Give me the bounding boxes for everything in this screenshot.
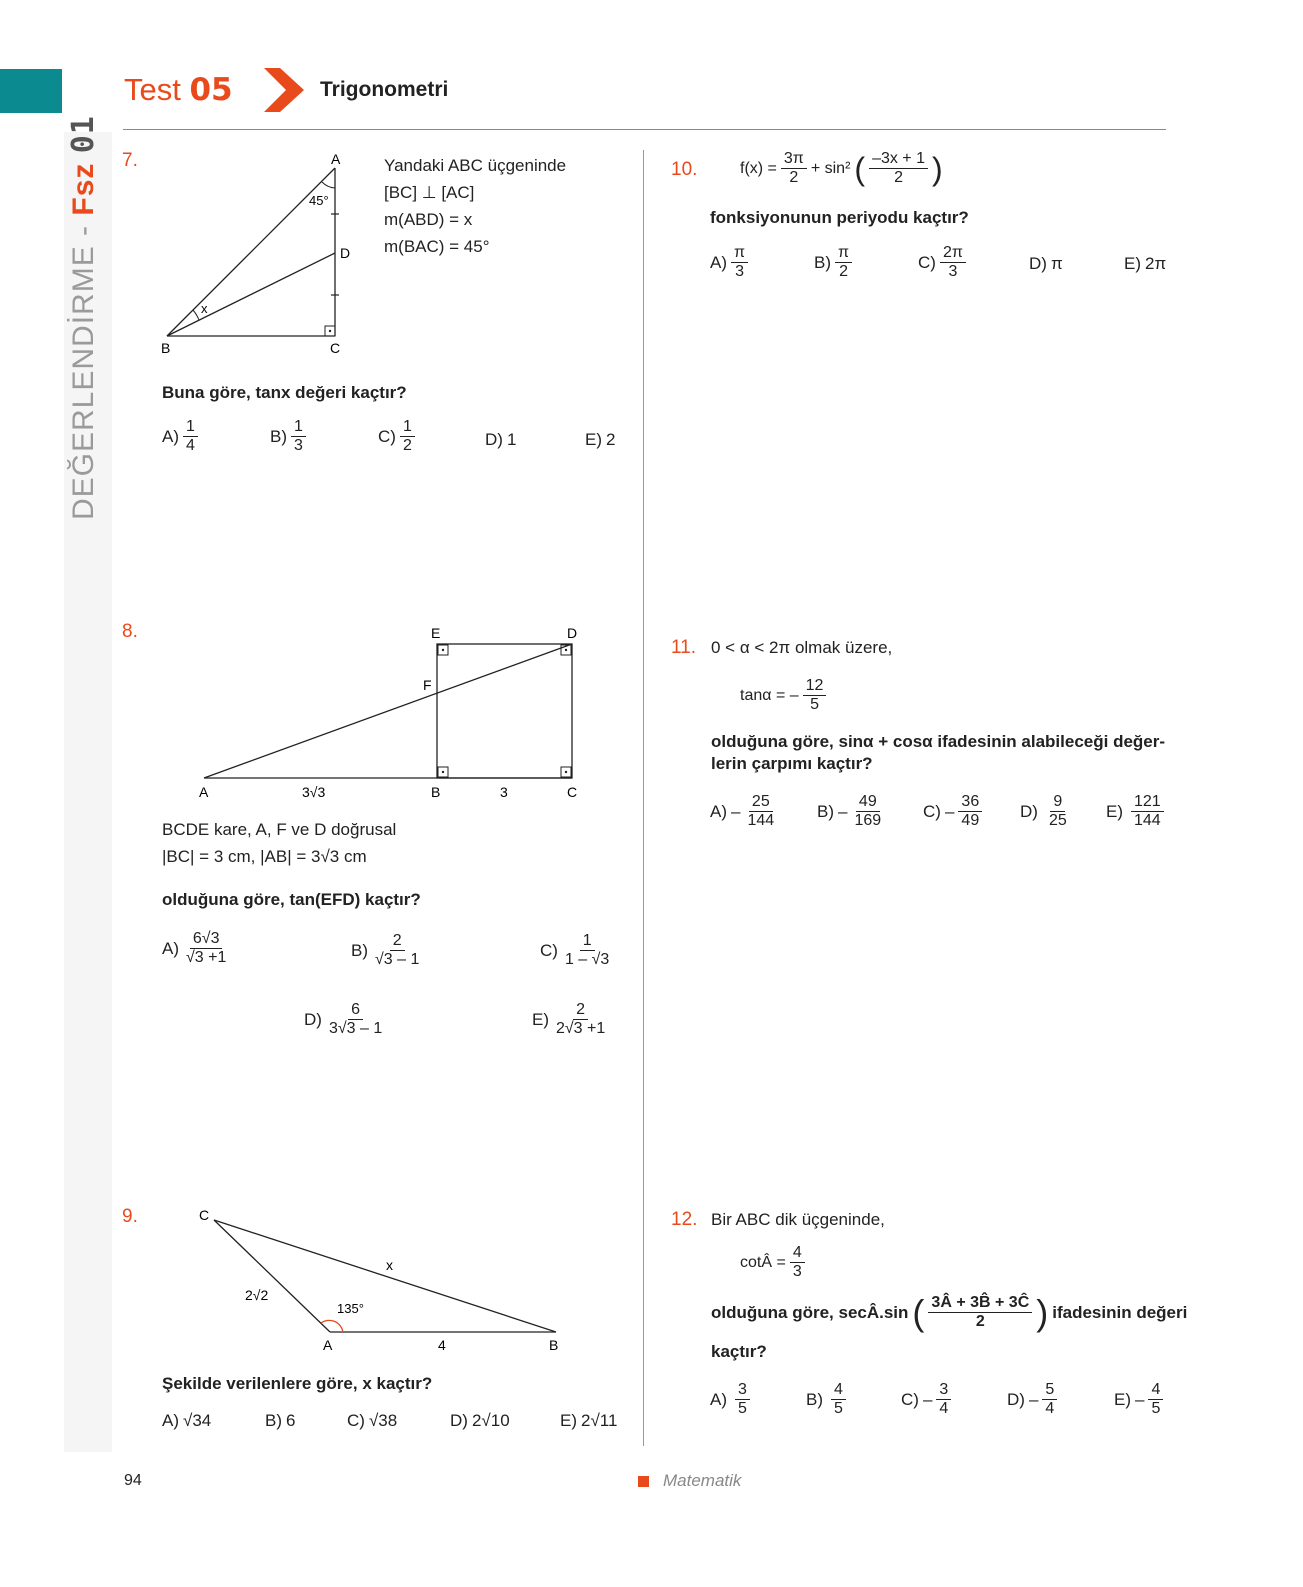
option-value: 2√11 <box>581 1411 618 1430</box>
q7-label-c: C <box>330 340 341 356</box>
q9-option-b[interactable] <box>265 1411 295 1431</box>
option-letter: B) <box>270 426 287 446</box>
option-numerator: π <box>835 244 852 263</box>
option-letter: B) <box>806 1389 823 1409</box>
option-denominator: 25 <box>1048 812 1067 830</box>
q12-question-denominator: 2 <box>975 1313 985 1331</box>
option-sign: – <box>838 801 848 821</box>
q8-option-c[interactable] <box>540 932 612 970</box>
option-numerator: 2 <box>573 1001 588 1020</box>
option-numerator: 25 <box>749 793 773 812</box>
option-value: 2 <box>606 430 616 449</box>
option-letter: D) <box>485 430 503 449</box>
q7-option-c[interactable] <box>378 418 415 456</box>
option-letter: C) <box>378 426 396 446</box>
q11-option-e[interactable] <box>1106 793 1164 831</box>
option-numerator: 121 <box>1131 793 1164 812</box>
option-sign: – <box>944 801 955 821</box>
q9-length-ac: 2√2 <box>245 1287 269 1303</box>
question-9-number: 9. <box>122 1206 138 1227</box>
option-denominator: 3 <box>735 263 744 281</box>
option-sign: – <box>731 801 741 821</box>
q10-term2-denominator: 2 <box>894 169 903 187</box>
option-denominator: 144 <box>747 812 775 830</box>
q10-option-d[interactable] <box>1029 254 1063 274</box>
option-letter: E) <box>585 430 602 449</box>
q8-label-d: D <box>567 625 578 641</box>
test-label <box>124 72 233 108</box>
q10-term2-numerator: –3x + 1 <box>869 150 928 169</box>
q9-length-ab: 4 <box>438 1337 446 1353</box>
q7-triangle-figure <box>155 148 370 360</box>
chevron-right-icon <box>264 68 304 112</box>
q8-option-d[interactable] <box>304 1001 385 1039</box>
option-letter: A) <box>710 252 727 272</box>
option-numerator: 2π <box>940 244 966 263</box>
option-denominator: 2 <box>839 263 848 281</box>
q7-option-a[interactable] <box>162 418 198 456</box>
option-numerator: 9 <box>1050 793 1065 812</box>
option-denominator: 4 <box>186 437 195 455</box>
option-numerator: 1 <box>400 418 415 437</box>
option-denominator: 1 – √3 <box>564 951 610 969</box>
q9-option-a[interactable] <box>162 1411 211 1431</box>
q12-option-b[interactable] <box>806 1381 846 1419</box>
q9-triangle-figure <box>190 1200 580 1360</box>
option-letter: E) <box>1106 801 1123 821</box>
q7-given-line: m(BAC) = 45° <box>384 237 490 256</box>
sidebar-fasikul: Fsz <box>67 162 100 216</box>
option-letter: A) <box>162 938 179 958</box>
page-number: 94 <box>124 1472 142 1489</box>
q7-given <box>384 152 566 260</box>
q8-option-e[interactable] <box>532 1001 608 1039</box>
option-letter: B) <box>265 1411 282 1430</box>
q11-equation <box>740 677 826 715</box>
q8-given-line-1: BCDE kare, A, F ve D doğrusal <box>162 820 397 839</box>
q7-label-b: B <box>161 340 171 356</box>
option-numerator: 3 <box>936 1381 951 1400</box>
option-sign: – <box>1028 1389 1039 1409</box>
q9-question: Şekilde verilenlere göre, x kaçtır? <box>162 1374 433 1393</box>
q8-length-bc: 3 <box>500 784 508 800</box>
q9-option-e[interactable] <box>560 1411 617 1431</box>
q10-function: f(x) = $\frac{3\pi}{2}$ + sin² ( $\frac{-3x + 1}{2}$ ) <box>740 150 943 187</box>
option-numerator: 36 <box>958 793 982 812</box>
option-letter: D) <box>304 1009 322 1029</box>
option-value: π <box>1050 254 1063 273</box>
q11-option-d[interactable] <box>1020 793 1070 831</box>
test-word: Test <box>124 72 181 107</box>
q12-eq-lhs: cotÂ = <box>740 1253 786 1271</box>
option-letter: E) <box>532 1009 549 1029</box>
option-letter: D) <box>1007 1389 1025 1409</box>
q10-option-e[interactable] <box>1124 254 1166 274</box>
option-denominator: 144 <box>1134 812 1161 830</box>
q8-label-b: B <box>431 784 441 800</box>
q8-length-ab: 3√3 <box>302 784 326 800</box>
q12-option-a[interactable] <box>710 1381 750 1419</box>
q12-eq-denominator: 3 <box>792 1263 802 1281</box>
option-denominator: 4 <box>939 1400 949 1418</box>
footer-subject: Matematik <box>663 1471 742 1490</box>
sidebar-number: 01 <box>66 115 101 154</box>
option-letter: C) <box>540 940 558 960</box>
q12-option-d[interactable] <box>1007 1381 1057 1419</box>
option-numerator: 1 <box>291 418 306 437</box>
option-letter: D) <box>1029 254 1047 273</box>
option-denominator: 3 <box>948 263 958 281</box>
q9-option-c[interactable] <box>347 1411 397 1431</box>
sidebar-text: DEĞERLENDİRME - <box>67 215 100 520</box>
option-denominator: 2 <box>402 437 412 455</box>
option-letter: B) <box>817 801 834 821</box>
footer-square-icon <box>638 1476 649 1487</box>
q7-given-line: Yandaki ABC üçgeninde <box>384 156 567 175</box>
option-denominator: 49 <box>961 812 980 830</box>
option-letter: C) <box>923 801 941 821</box>
q7-option-b[interactable] <box>270 418 306 456</box>
q12-intro: Bir ABC dik üçgeninde, <box>711 1210 885 1229</box>
q10-sin-squared: + sin² <box>810 159 851 177</box>
page-title: Trigonometri <box>320 78 449 101</box>
option-sign: – <box>922 1389 933 1409</box>
q7-given-line: [BC] ⊥ [AC] <box>384 183 475 202</box>
q12-option-e[interactable] <box>1114 1381 1163 1419</box>
q11-question-line-2: lerin çarpımı kaçtır? <box>711 754 873 773</box>
q8-label-c: C <box>567 784 578 800</box>
q12-eq-numerator: 4 <box>790 1244 805 1263</box>
q10-func-lhs: f(x) = <box>740 159 777 177</box>
option-numerator: π <box>731 244 748 263</box>
option-numerator: 5 <box>1042 1381 1057 1400</box>
q8-option-a[interactable] <box>162 930 229 968</box>
q11-option-c[interactable] <box>923 793 982 831</box>
q10-term1-denominator: 2 <box>789 169 799 187</box>
option-letter: D) <box>450 1411 468 1430</box>
option-denominator: √3 – 1 <box>375 951 420 969</box>
q12-equation <box>740 1244 805 1282</box>
option-letter: E) <box>1124 254 1141 273</box>
option-numerator: 3 <box>735 1381 750 1400</box>
option-letter: E) <box>560 1411 577 1430</box>
option-numerator: 4 <box>1148 1381 1163 1400</box>
option-numerator: 1 <box>580 932 595 951</box>
option-value: 2π <box>1145 254 1167 273</box>
q9-angle-135: 135° <box>337 1301 364 1316</box>
option-value: 2√10 <box>471 1411 510 1430</box>
q12-question-line-2: kaçtır? <box>711 1342 767 1361</box>
q9-label-b: B <box>549 1337 559 1353</box>
q7-angle-x: x <box>201 301 208 316</box>
option-numerator: 49 <box>856 793 880 812</box>
option-denominator: 3 <box>294 437 303 455</box>
option-denominator: 2√3 +1 <box>556 1020 606 1038</box>
q8-question: olduğuna göre, tan(EFD) kaçtır? <box>162 890 421 909</box>
q8-square-figure <box>190 622 590 804</box>
q9-length-x: x <box>386 1257 393 1273</box>
option-numerator: 6√3 <box>190 930 223 949</box>
q12-question-line-1: olduğuna göre, secÂ.sin ( $\frac{3Â + 3B̂ + 3Ĉ}{2}$ ) ifadesinin değeri <box>711 1291 1188 1333</box>
option-value: √38 <box>368 1411 398 1430</box>
option-denominator: 3√3 – 1 <box>328 1020 383 1038</box>
q10-term1-numerator: 3π <box>781 150 807 169</box>
q9-label-c: C <box>199 1207 210 1223</box>
q9-option-d[interactable] <box>450 1411 510 1431</box>
question-11-number: 11. <box>671 637 697 658</box>
q7-option-e[interactable] <box>585 430 615 450</box>
q8-label-a: A <box>199 784 209 800</box>
option-value: 6 <box>286 1411 296 1430</box>
question-10-number: 10. <box>671 159 698 180</box>
q7-angle-45: 45° <box>309 193 329 208</box>
q8-label-e: E <box>431 625 441 641</box>
q12-question-numerator: 3Â + 3B̂ + 3Ĉ <box>928 1294 1032 1313</box>
q9-label-a: A <box>323 1337 333 1353</box>
q7-option-d[interactable] <box>485 430 516 450</box>
q7-question: Buna göre, tanx değeri kaçtır? <box>162 383 407 402</box>
q7-label-a: A <box>331 151 341 167</box>
option-denominator: 169 <box>854 812 882 830</box>
option-letter: A) <box>710 801 727 821</box>
option-denominator: 5 <box>834 1400 843 1418</box>
q11-eq-numerator: 12 <box>803 677 827 696</box>
q12-option-c[interactable] <box>901 1381 951 1419</box>
q12-question-suffix: ifadesinin değeri <box>1052 1302 1188 1322</box>
question-12-number: 12. <box>671 1209 698 1230</box>
q11-option-b[interactable] <box>817 793 884 831</box>
option-letter: C) <box>901 1389 919 1409</box>
header-divider <box>123 129 1166 130</box>
q11-eq-denominator: 5 <box>810 696 819 714</box>
option-letter: A) <box>162 426 179 446</box>
option-letter: A) <box>162 1411 179 1430</box>
q11-question-line-1: olduğuna göre, sinα + cosα ifadesinin alabileceği değer- <box>711 732 1166 751</box>
column-divider <box>643 150 644 1446</box>
option-numerator: 2 <box>390 932 405 951</box>
q10-option-b[interactable] <box>814 244 852 282</box>
option-sign: – <box>1135 1389 1145 1409</box>
q7-label-d: D <box>340 245 351 261</box>
sidebar-label <box>66 115 110 520</box>
q8-label-f: F <box>423 677 432 693</box>
q8-option-b[interactable] <box>351 932 422 970</box>
q11-option-a[interactable] <box>710 793 777 831</box>
option-letter: C) <box>918 252 936 272</box>
question-7-number: 7. <box>122 150 138 171</box>
option-letter: E) <box>1114 1389 1131 1409</box>
option-numerator: 6 <box>348 1001 363 1020</box>
question-8-number: 8. <box>122 621 138 642</box>
q11-condition: 0 < α < 2π olmak üzere, <box>711 638 893 657</box>
option-letter: C) <box>347 1411 365 1430</box>
option-letter: D) <box>1020 801 1038 821</box>
test-number: 05 <box>189 72 233 108</box>
q12-question-prefix: olduğuna göre, secÂ.sin <box>711 1302 909 1322</box>
option-letter: B) <box>351 940 368 960</box>
q7-given-line: m(ABD) = x <box>384 210 473 229</box>
option-value: √34 <box>183 1411 212 1430</box>
q10-option-a[interactable] <box>710 244 748 282</box>
q8-given-line-2: |BC| = 3 cm, |AB| = 3√3 cm <box>162 847 367 866</box>
teal-header-bar <box>0 69 62 113</box>
option-numerator: 4 <box>831 1381 846 1400</box>
option-numerator: 1 <box>183 418 198 437</box>
option-denominator: 5 <box>738 1400 747 1418</box>
q11-eq-lhs: tanα = – <box>740 686 799 704</box>
option-denominator: 4 <box>1045 1400 1055 1418</box>
q10-option-c[interactable] <box>918 244 966 282</box>
option-letter: A) <box>710 1389 727 1409</box>
option-letter: B) <box>814 252 831 272</box>
option-denominator: √3 +1 <box>186 949 227 967</box>
option-denominator: 5 <box>1151 1400 1161 1418</box>
q10-question: fonksiyonunun periyodu kaçtır? <box>710 208 969 227</box>
option-value: 1 <box>506 430 517 449</box>
